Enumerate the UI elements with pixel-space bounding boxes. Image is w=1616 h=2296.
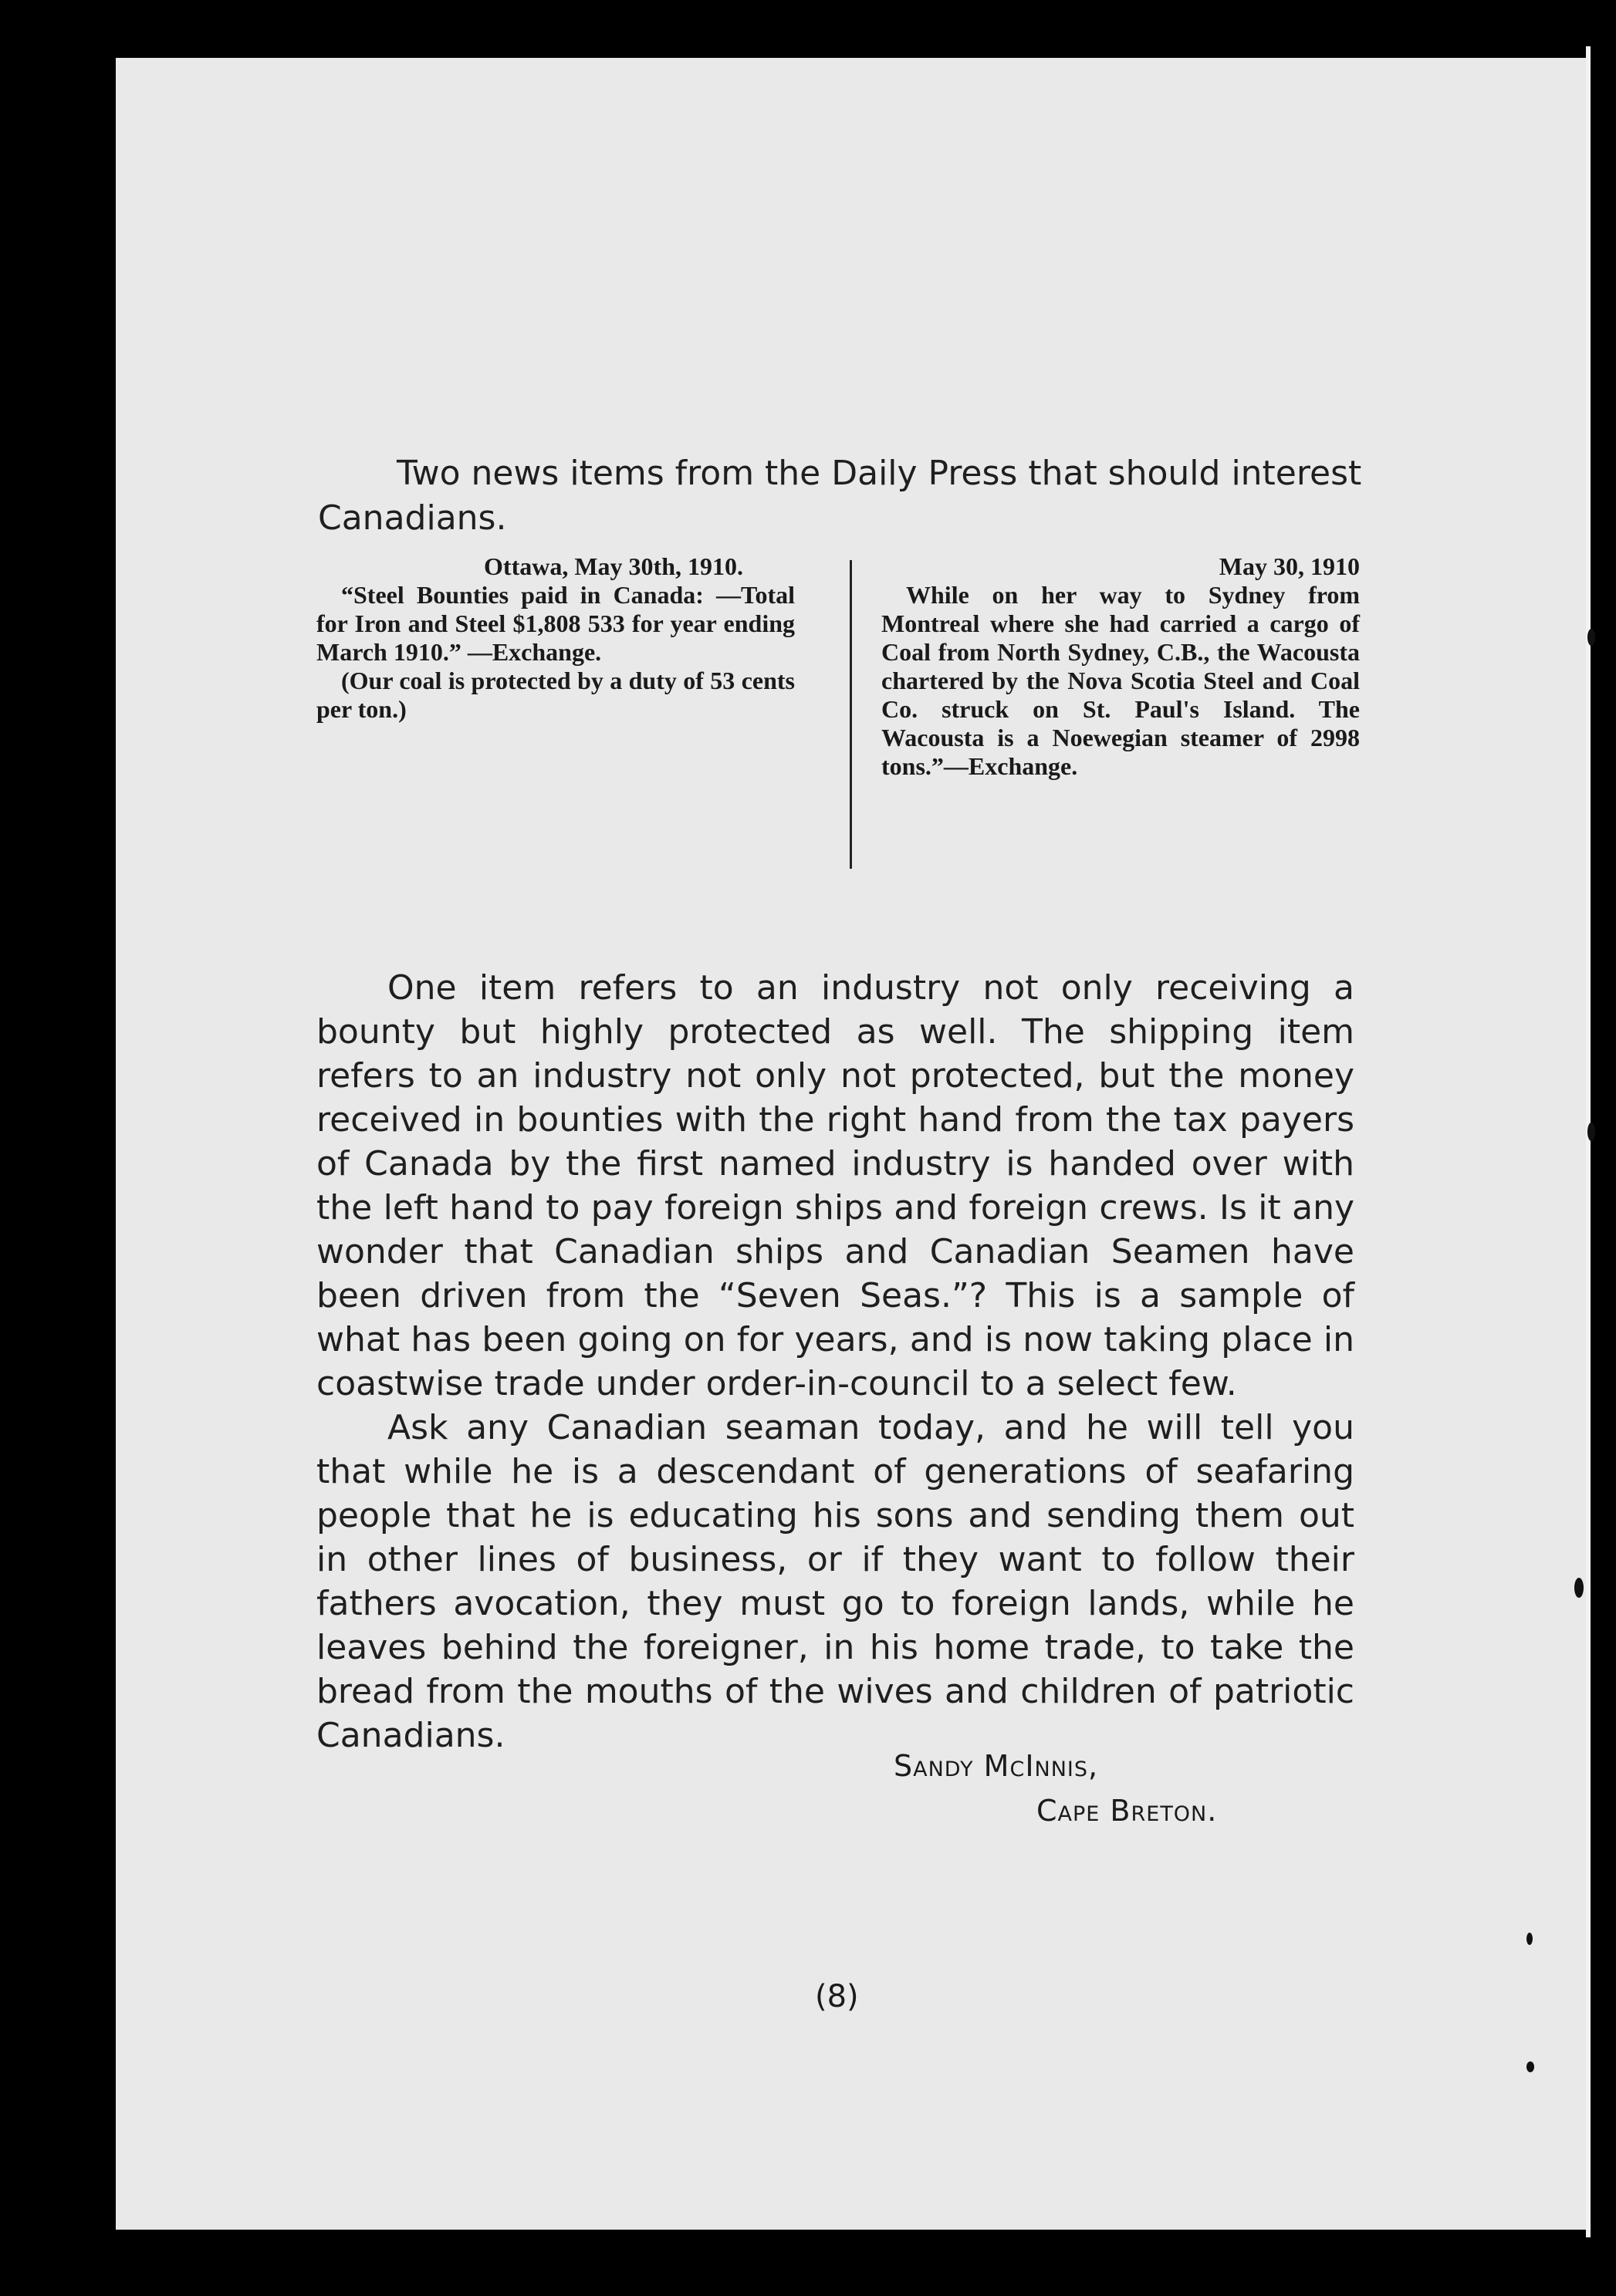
signature-name: Sandy McInnis, (894, 1749, 1099, 1783)
scan-speck (1526, 1933, 1533, 1945)
scan-speck (1587, 629, 1595, 646)
intro-line-2: Canadians. (318, 498, 507, 538)
news-right-dateline: May 30, 1910 (1219, 552, 1360, 580)
page-number: (8) (815, 1979, 859, 2014)
news-item-left (316, 552, 795, 724)
intro-text (318, 451, 1364, 541)
news-left-note: (Our coal is protected by a duty of 53 cents per ton.) (316, 667, 795, 723)
scan-speck (1574, 1578, 1584, 1598)
signature (894, 1744, 1217, 1833)
intro-line-1: Two news items from the Daily Press that should interest (397, 454, 1362, 493)
column-divider (850, 560, 852, 869)
body-paragraph-2: Ask any Canadian seaman today, and he will tell you that while he is a descendant of generations of seafaring people that he is educating his sons and sending them out in other lines of business, or if they want to follow their fathers avocation, they must go to foreign lands, while he leaves behind the foreigner, in his home trade, to take the bread from the mouths of the wives and children of patriotic Canadians. (316, 1408, 1354, 1755)
news-left-quote: “Steel Bounties paid in Canada: —Total for Iron and Steel $1,808 533 for year ending March 1910.” —Exchange. (316, 581, 795, 666)
body-paragraph-1: One item refers to an industry not only receiving a bounty but highly protected as well. The shipping item refers to an industry not only not protected, but the money received in bounties with the right hand from the tax payers of Canada by the first named industry is handed over with the left hand to pay foreign ships and foreign crews. Is it any wonder that Canadian ships and Canadian Seamen have been driven from the “Seven Seas.”? This is a sample of what has been going on for years, and is now taking place in coastwise trade under order-in-council to a select few. (316, 968, 1354, 1403)
scan-speck (1587, 1123, 1595, 1141)
body-text (316, 966, 1354, 1757)
news-right-text: While on her way to Sydney from Montreal where she had carried a cargo of Coal from North Sydney, C.B., the Wacousta chartered by the Nova Scotia Steel and Coal Co. struck on St. Paul's Island. The Wacousta is a Noewegian steamer of 2998 tons.”—Exchange. (881, 581, 1360, 780)
news-left-dateline: Ottawa, May 30th, 1910. (484, 552, 743, 580)
scan-speck (1526, 2061, 1534, 2072)
signature-place: Cape Breton. (1036, 1794, 1218, 1828)
news-item-right (881, 552, 1360, 781)
page-edge (1586, 46, 1591, 2237)
